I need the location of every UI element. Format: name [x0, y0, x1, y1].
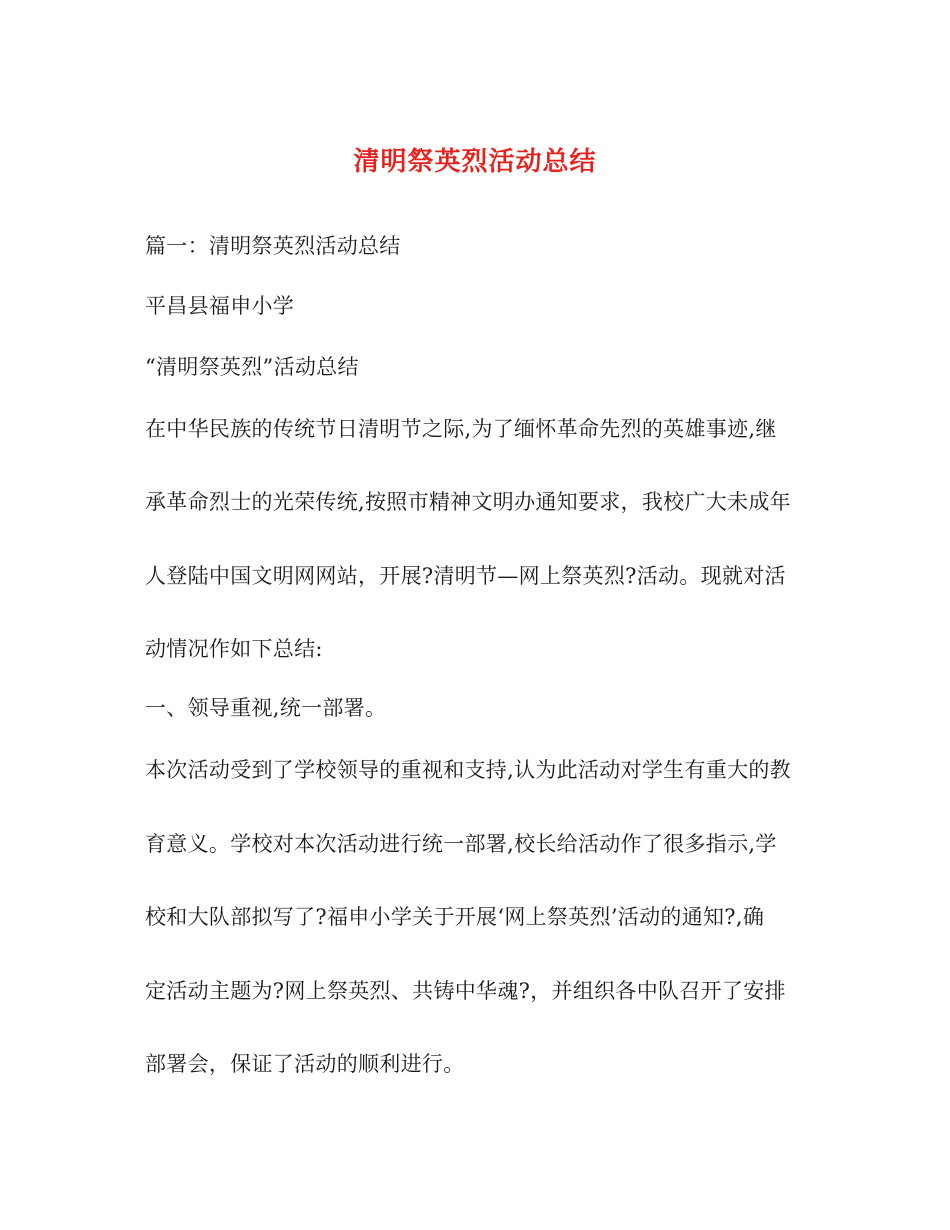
paragraph-line: 人登陆中国文明网网站，开展?清明节—网上祭英烈?活动。现就对活 [145, 564, 786, 588]
school-name: 平昌县福申小学 [145, 294, 295, 318]
section-heading: 一、领导重视,统一部署。 [145, 696, 387, 720]
paragraph-line: 育意义。学校对本次活动进行统一部署,校长给活动作了很多指示,学 [145, 832, 777, 856]
paragraph-line: 部署会，保证了活动的顺利进行。 [145, 1052, 465, 1076]
paragraph-line: 承革命烈士的光荣传统,按照市精神文明办通知要求，我校广大未成年 [145, 490, 791, 514]
subtitle: “清明祭英烈”活动总结 [145, 355, 359, 379]
paragraph-line: 在中华民族的传统节日清明节之际,为了缅怀革命先烈的英雄事迹,继 [145, 417, 777, 441]
section-heading: 篇一：清明祭英烈活动总结 [145, 234, 401, 258]
paragraph-line: 定活动主题为?网上祭英烈、共铸中华魂?，并组织各中队召开了安排 [145, 979, 786, 1003]
paragraph-line: 本次活动受到了学校领导的重视和支持,认为此活动对学生有重大的教 [145, 758, 791, 782]
paragraph-line: 动情况作如下总结: [145, 637, 323, 661]
paragraph-line: 校和大队部拟写了?福申小学关于开展‘网上祭英烈’活动的通知?,确 [145, 905, 765, 929]
document-title: 清明祭英烈活动总结 [353, 147, 597, 177]
